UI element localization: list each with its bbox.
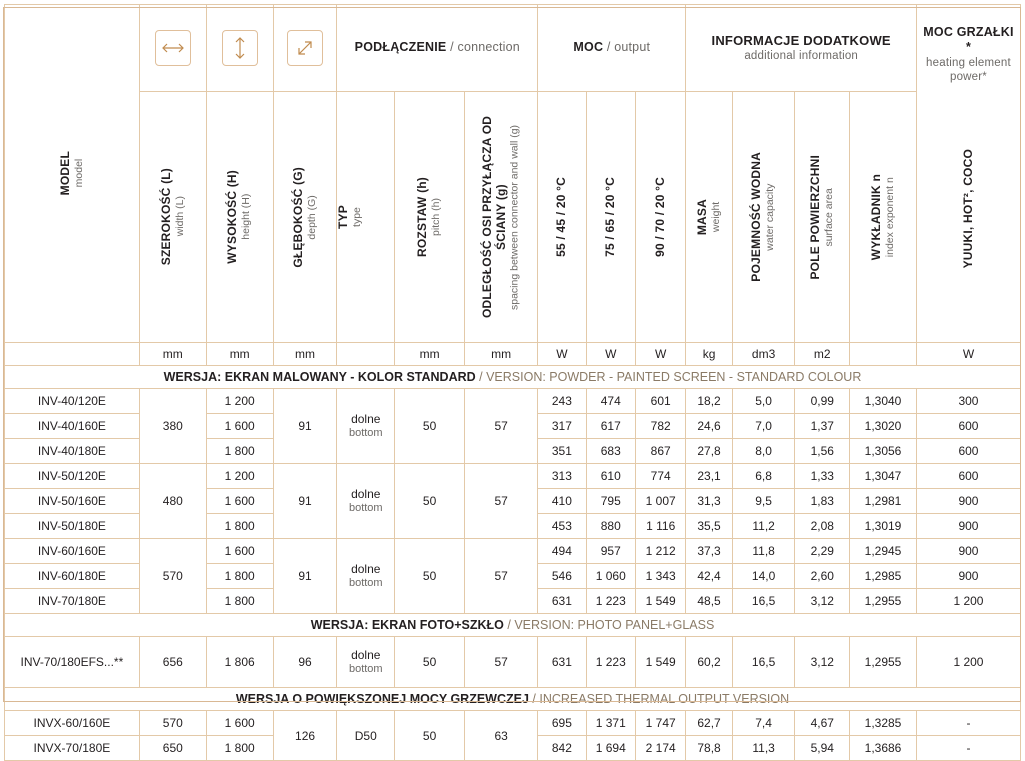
cell-model: INVX-60/160E xyxy=(5,711,140,736)
section-photo-sep: / xyxy=(503,618,515,632)
header-group-connection xyxy=(337,5,538,92)
cell-exponent: 1,3047 xyxy=(850,464,917,489)
spec-sheet xyxy=(0,4,1025,755)
cell-capacity: 7,4 xyxy=(732,711,795,736)
cell-heater: - xyxy=(916,711,1020,736)
cell-type-en: bottom xyxy=(348,662,383,675)
cell-output-90: 1 343 xyxy=(635,564,685,589)
section-header-photo-glass xyxy=(5,614,1021,637)
header-capacity-pl: POJEMNOŚĆ WODNA xyxy=(749,152,764,282)
header-capacity xyxy=(732,92,795,343)
cell-output-75: 957 xyxy=(586,539,635,564)
cell-heater: 900 xyxy=(916,564,1020,589)
cell-height: 1 200 xyxy=(206,389,273,414)
cell-heater: 600 xyxy=(916,439,1020,464)
header-exponent xyxy=(850,92,917,343)
cell-type xyxy=(337,389,395,464)
cell-output-90: 867 xyxy=(635,439,685,464)
unit-surface: m2 xyxy=(795,343,850,366)
header-weight-en: weight xyxy=(709,201,722,233)
units-row xyxy=(5,343,1021,366)
cell-exponent: 1,2985 xyxy=(850,564,917,589)
cell-output-55: 546 xyxy=(538,564,586,589)
cell-width: 380 xyxy=(139,389,206,464)
cell-output-75: 1 694 xyxy=(586,736,635,761)
cell-width: 570 xyxy=(139,711,206,736)
cell-type-en: bottom xyxy=(348,576,383,589)
cell-output-90: 2 174 xyxy=(635,736,685,761)
cell-surface: 3,12 xyxy=(795,637,850,688)
unit-capacity: dm3 xyxy=(732,343,795,366)
cell-exponent: 1,3285 xyxy=(850,711,917,736)
cell-output-90: 1 007 xyxy=(635,489,685,514)
cell-weight: 62,7 xyxy=(686,711,732,736)
section-header-increased-output-cell xyxy=(5,688,1021,711)
cell-surface: 2,60 xyxy=(795,564,850,589)
section-header-standard xyxy=(5,366,1021,389)
cell-weight: 48,5 xyxy=(686,589,732,614)
cell-pitch: 50 xyxy=(395,389,465,464)
header-weight xyxy=(686,92,732,343)
cell-capacity: 7,0 xyxy=(732,414,795,439)
cell-model: INV-60/160E xyxy=(5,539,140,564)
cell-type xyxy=(337,464,395,539)
cell-surface: 1,56 xyxy=(795,439,850,464)
header-height xyxy=(206,92,273,343)
header-heater-label: YUUKI, HOT², COCO xyxy=(960,148,975,269)
cell-surface: 2,29 xyxy=(795,539,850,564)
cell-depth: 126 xyxy=(273,711,337,761)
cell-type-pl: dolne xyxy=(351,412,381,427)
cell-output-90: 774 xyxy=(635,464,685,489)
cell-spacing: 57 xyxy=(465,637,538,688)
header-type-en: type xyxy=(351,207,364,227)
cell-spacing: 63 xyxy=(465,711,538,761)
cell-output-90: 1 212 xyxy=(635,539,685,564)
unit-weight: kg xyxy=(686,343,732,366)
cell-width: 480 xyxy=(139,464,206,539)
section-increased-pl: WERSJA O POWIĘKSZONEJ MOCY GRZEWCZEJ xyxy=(235,692,529,706)
cell-heater: - xyxy=(916,736,1020,761)
cell-model: INV-70/180E xyxy=(5,589,140,614)
cell-pitch: 50 xyxy=(395,637,465,688)
section-increased-sep: / xyxy=(528,692,540,706)
cell-width: 656 xyxy=(139,637,206,688)
unit-width: mm xyxy=(139,343,206,366)
cell-output-55: 494 xyxy=(538,539,586,564)
header-column-row xyxy=(5,92,1021,343)
header-width-pl: SZEROKOŚĆ (L) xyxy=(158,168,173,266)
cell-weight: 18,2 xyxy=(686,389,732,414)
cell-surface: 5,94 xyxy=(795,736,850,761)
header-pitch-pl: ROZSTAW (h) xyxy=(415,177,430,257)
cell-model: INV-50/160E xyxy=(5,489,140,514)
cell-weight: 78,8 xyxy=(686,736,732,761)
cell-output-90: 782 xyxy=(635,414,685,439)
cell-height: 1 600 xyxy=(206,711,273,736)
cell-type-en: bottom xyxy=(348,501,383,514)
specification-table xyxy=(4,4,1021,761)
cell-heater: 900 xyxy=(916,514,1020,539)
cell-model: INV-50/180E xyxy=(5,514,140,539)
cell-height: 1 800 xyxy=(206,564,273,589)
header-group-heating-power xyxy=(916,5,1020,343)
header-group-additional-pl: INFORMACJE DODATKOWE xyxy=(711,32,891,48)
cell-type xyxy=(337,637,395,688)
cell-output-90: 1 549 xyxy=(635,589,685,614)
cell-heater: 600 xyxy=(916,464,1020,489)
cell-type: D50 xyxy=(337,711,395,761)
cell-capacity: 11,2 xyxy=(732,514,795,539)
cell-height: 1 600 xyxy=(206,414,273,439)
unit-output-75: W xyxy=(586,343,635,366)
cell-capacity: 6,8 xyxy=(732,464,795,489)
cell-height: 1 600 xyxy=(206,489,273,514)
cell-output-55: 631 xyxy=(538,637,586,688)
cell-output-55: 243 xyxy=(538,389,586,414)
cell-output-55: 695 xyxy=(538,711,586,736)
cell-height: 1 806 xyxy=(206,637,273,688)
cell-heater: 900 xyxy=(916,539,1020,564)
header-width-en: width (L) xyxy=(173,196,186,238)
cell-model: INV-40/120E xyxy=(5,389,140,414)
cell-type-pl: dolne xyxy=(351,648,381,663)
table-row xyxy=(5,389,1021,414)
cell-surface: 4,67 xyxy=(795,711,850,736)
header-model-pl: MODEL xyxy=(57,151,72,196)
cell-weight: 31,3 xyxy=(686,489,732,514)
cell-capacity: 5,0 xyxy=(732,389,795,414)
section-increased-en: INCREASED THERMAL OUTPUT VERSION xyxy=(539,692,790,706)
cell-output-75: 474 xyxy=(586,389,635,414)
cell-capacity: 16,5 xyxy=(732,589,795,614)
cell-weight: 60,2 xyxy=(686,637,732,688)
cell-heater: 1 200 xyxy=(916,637,1020,688)
header-width xyxy=(139,92,206,343)
section-header-photo-glass-cell xyxy=(5,614,1021,637)
cell-type xyxy=(337,539,395,614)
header-group-output-en: output xyxy=(614,40,651,55)
header-pitch-en: pitch (h) xyxy=(430,198,443,236)
table-row xyxy=(5,637,1021,688)
header-group-connection-en: connection xyxy=(457,40,520,55)
section-photo-pl: WERSJA: EKRAN FOTO+SZKŁO xyxy=(310,618,504,632)
header-pitch xyxy=(395,92,465,343)
header-group-output-pl: MOC xyxy=(573,40,604,55)
cell-surface: 3,12 xyxy=(795,589,850,614)
header-surface xyxy=(795,92,850,343)
header-group-additional-en: additional information xyxy=(744,49,859,62)
cell-height: 1 800 xyxy=(206,589,273,614)
cell-model: INV-40/180E xyxy=(5,439,140,464)
cell-type-pl: dolne xyxy=(351,487,381,502)
cell-exponent: 1,3686 xyxy=(850,736,917,761)
cell-exponent: 1,3020 xyxy=(850,414,917,439)
header-output-75 xyxy=(586,92,635,343)
header-height-en: height (H) xyxy=(240,193,253,241)
cell-weight: 27,8 xyxy=(686,439,732,464)
unit-output-55: W xyxy=(538,343,586,366)
cell-output-90: 601 xyxy=(635,389,685,414)
header-depth-pl: GŁĘBOKOŚĆ (G) xyxy=(290,166,305,268)
cell-width: 570 xyxy=(139,539,206,614)
table-row xyxy=(5,464,1021,489)
header-width-icon-cell xyxy=(139,5,206,92)
cell-exponent: 1,2955 xyxy=(850,637,917,688)
header-output-90-label: 90 / 70 / 20 °C xyxy=(652,177,667,257)
header-output-55 xyxy=(538,92,586,343)
header-height-icon-cell xyxy=(206,5,273,92)
section-header-standard-cell xyxy=(5,366,1021,389)
cell-capacity: 11,3 xyxy=(732,736,795,761)
cell-spacing: 57 xyxy=(465,539,538,614)
cell-surface: 1,83 xyxy=(795,489,850,514)
cell-heater: 900 xyxy=(916,489,1020,514)
unit-pitch: mm xyxy=(395,343,465,366)
cell-exponent: 1,3040 xyxy=(850,389,917,414)
cell-output-75: 795 xyxy=(586,489,635,514)
section-standard-pl: WERSJA: EKRAN MALOWANY - KOLOR STANDARD xyxy=(163,370,476,384)
cell-model: INV-40/160E xyxy=(5,414,140,439)
cell-output-90: 1 747 xyxy=(635,711,685,736)
header-depth xyxy=(273,92,337,343)
cell-weight: 42,4 xyxy=(686,564,732,589)
cell-weight: 35,5 xyxy=(686,514,732,539)
section-standard-sep: / xyxy=(475,370,487,384)
cell-height: 1 800 xyxy=(206,736,273,761)
cell-exponent: 1,3019 xyxy=(850,514,917,539)
header-spacing-en: spacing between connector and wall (g) xyxy=(508,124,521,310)
header-group-heating-power-en: heating element power* xyxy=(926,56,1011,84)
header-group-row xyxy=(5,5,1021,92)
table-row xyxy=(5,711,1021,736)
header-depth-icon-cell xyxy=(273,5,337,92)
arrows-horizontal-icon xyxy=(155,30,191,66)
header-group-output xyxy=(538,5,686,92)
cell-spacing: 57 xyxy=(465,464,538,539)
cell-output-55: 631 xyxy=(538,589,586,614)
arrows-vertical-icon xyxy=(222,30,258,66)
arrows-diagonal-icon xyxy=(287,30,323,66)
cell-capacity: 14,0 xyxy=(732,564,795,589)
cell-exponent: 1,2955 xyxy=(850,589,917,614)
cell-surface: 2,08 xyxy=(795,514,850,539)
cell-model: INV-50/120E xyxy=(5,464,140,489)
cell-model: INV-60/180E xyxy=(5,564,140,589)
cell-surface: 1,33 xyxy=(795,464,850,489)
cell-heater: 1 200 xyxy=(916,589,1020,614)
header-spacing-pl: ODLEGŁOŚĆ OSI PRZYŁĄCZA OD ŚCIANY (g) xyxy=(480,115,508,319)
header-exponent-pl: WYKŁADNIK n xyxy=(868,173,883,261)
cell-pitch: 50 xyxy=(395,711,465,761)
header-model xyxy=(5,5,140,343)
unit-height: mm xyxy=(206,343,273,366)
header-exponent-en: index exponent n xyxy=(883,177,896,257)
cell-type-en: bottom xyxy=(348,426,383,439)
header-output-75-label: 75 / 65 / 20 °C xyxy=(602,177,617,257)
cell-output-55: 842 xyxy=(538,736,586,761)
cell-depth: 91 xyxy=(273,389,337,464)
header-output-90 xyxy=(635,92,685,343)
cell-pitch: 50 xyxy=(395,464,465,539)
cell-output-55: 453 xyxy=(538,514,586,539)
header-type xyxy=(337,92,395,343)
cell-output-55: 313 xyxy=(538,464,586,489)
table-row xyxy=(5,539,1021,564)
unit-model xyxy=(5,343,140,366)
cell-depth: 91 xyxy=(273,464,337,539)
cell-output-75: 1 060 xyxy=(586,564,635,589)
cell-height: 1 600 xyxy=(206,539,273,564)
header-surface-en: surface area xyxy=(822,187,835,247)
unit-output-90: W xyxy=(635,343,685,366)
header-spacing xyxy=(465,92,538,343)
cell-surface: 1,37 xyxy=(795,414,850,439)
cell-height: 1 800 xyxy=(206,439,273,464)
cell-output-90: 1 116 xyxy=(635,514,685,539)
cell-pitch: 50 xyxy=(395,539,465,614)
cell-model: INVX-70/180E xyxy=(5,736,140,761)
cell-exponent: 1,2945 xyxy=(850,539,917,564)
cell-spacing: 57 xyxy=(465,389,538,464)
cell-output-55: 351 xyxy=(538,439,586,464)
cell-capacity: 9,5 xyxy=(732,489,795,514)
cell-output-75: 683 xyxy=(586,439,635,464)
cell-output-75: 1 223 xyxy=(586,589,635,614)
header-capacity-en: water capacity xyxy=(764,183,777,251)
cell-output-75: 610 xyxy=(586,464,635,489)
cell-heater: 600 xyxy=(916,414,1020,439)
unit-exponent xyxy=(850,343,917,366)
cell-output-55: 410 xyxy=(538,489,586,514)
cell-weight: 37,3 xyxy=(686,539,732,564)
section-standard-en: VERSION: POWDER - PAINTED SCREEN - STANDARD COLOUR xyxy=(486,370,862,384)
cell-capacity: 11,8 xyxy=(732,539,795,564)
cell-depth: 96 xyxy=(273,637,337,688)
unit-heater: W xyxy=(916,343,1020,366)
cell-type-pl: dolne xyxy=(351,562,381,577)
header-group-heating-power-pl: MOC GRZAŁKI * xyxy=(923,24,1014,55)
header-type-pl: TYP xyxy=(336,205,351,229)
header-height-pl: WYSOKOŚĆ (H) xyxy=(225,170,240,264)
header-group-connection-sep: / xyxy=(446,40,458,55)
unit-type xyxy=(337,343,395,366)
cell-output-75: 617 xyxy=(586,414,635,439)
unit-spacing: mm xyxy=(465,343,538,366)
cell-output-90: 1 549 xyxy=(635,637,685,688)
cell-height: 1 800 xyxy=(206,514,273,539)
header-model-en: model xyxy=(72,159,85,188)
unit-depth: mm xyxy=(273,343,337,366)
header-surface-pl: POLE POWIERZCHNI xyxy=(808,154,823,280)
cell-heater: 300 xyxy=(916,389,1020,414)
cell-model: INV-70/180EFS...** xyxy=(5,637,140,688)
header-group-connection-pl: PODŁĄCZENIE xyxy=(354,40,447,55)
section-header-increased-output xyxy=(5,688,1021,711)
cell-weight: 24,6 xyxy=(686,414,732,439)
header-group-additional xyxy=(686,5,917,92)
cell-depth: 91 xyxy=(273,539,337,614)
cell-width: 650 xyxy=(139,736,206,761)
cell-output-75: 1 223 xyxy=(586,637,635,688)
cell-surface: 0,99 xyxy=(795,389,850,414)
cell-weight: 23,1 xyxy=(686,464,732,489)
cell-capacity: 16,5 xyxy=(732,637,795,688)
header-group-output-sep: / xyxy=(603,40,615,55)
cell-exponent: 1,3056 xyxy=(850,439,917,464)
cell-capacity: 8,0 xyxy=(732,439,795,464)
cell-height: 1 200 xyxy=(206,464,273,489)
header-weight-pl: MASA xyxy=(694,198,709,236)
cell-output-75: 880 xyxy=(586,514,635,539)
header-output-55-label: 55 / 45 / 20 °C xyxy=(553,177,568,257)
cell-exponent: 1,2981 xyxy=(850,489,917,514)
section-photo-en: VERSION: PHOTO PANEL+GLASS xyxy=(514,618,715,632)
cell-output-75: 1 371 xyxy=(586,711,635,736)
header-depth-en: depth (G) xyxy=(305,194,318,240)
cell-output-55: 317 xyxy=(538,414,586,439)
